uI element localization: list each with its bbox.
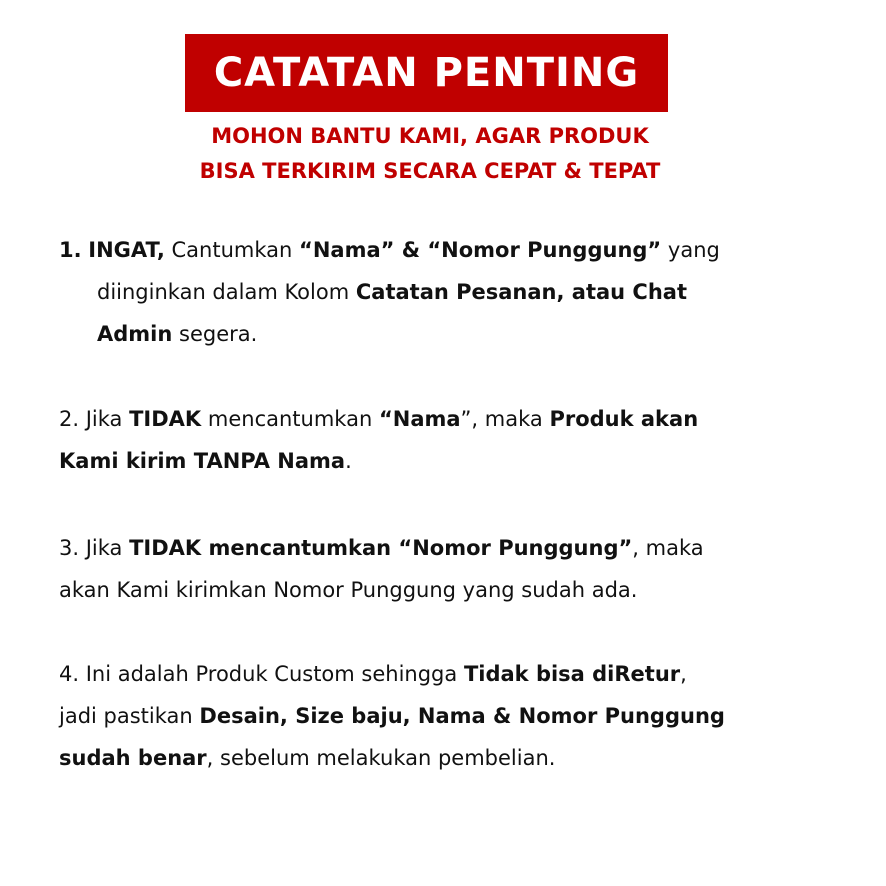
emphasis-text: TIDAK bbox=[129, 407, 202, 431]
emphasis-text: INGAT, bbox=[88, 238, 165, 262]
note-item-2-line-1 bbox=[59, 398, 698, 440]
note-item-4-line-2 bbox=[59, 695, 725, 737]
note-item-3 bbox=[59, 527, 704, 611]
note-item-2 bbox=[59, 398, 698, 482]
subtitle-line-2: BISA TERKIRIM SECARA CEPAT & TEPAT bbox=[199, 159, 661, 183]
emphasis-text: Admin bbox=[97, 322, 173, 346]
body-text: , sebelum melakukan pembelian. bbox=[206, 746, 556, 770]
emphasis-text: TIDAK mencantumkan “Nomor Punggung” bbox=[129, 536, 633, 560]
body-text: . bbox=[345, 449, 352, 473]
body-text: Jika bbox=[79, 407, 130, 431]
body-text: , maka bbox=[632, 536, 704, 560]
item-number: 2. bbox=[59, 407, 80, 431]
emphasis-text: sudah benar bbox=[59, 746, 207, 770]
emphasis-text: “Nama bbox=[378, 407, 461, 431]
body-text: akan Kami kirimkan Nomor Punggung yang sudah ada. bbox=[59, 578, 638, 602]
body-text: Cantumkan bbox=[164, 238, 300, 262]
subtitle-line-1: MOHON BANTU KAMI, AGAR PRODUK bbox=[211, 124, 649, 148]
emphasis-text: Produk akan bbox=[549, 407, 699, 431]
note-item-2-line-2 bbox=[59, 440, 698, 482]
note-item-1-line-1 bbox=[59, 229, 720, 271]
body-text: ”, maka bbox=[460, 407, 550, 431]
emphasis-text: Kami kirim TANPA Nama bbox=[59, 449, 346, 473]
item-number: 4. bbox=[59, 662, 80, 686]
note-item-4-line-1 bbox=[59, 653, 725, 695]
note-item-1-line-2 bbox=[59, 271, 720, 313]
note-item-3-line-2 bbox=[59, 569, 704, 611]
note-item-1-line-3 bbox=[59, 313, 720, 355]
item-number: 3. bbox=[59, 536, 80, 560]
page-title: CATATAN PENTING bbox=[213, 50, 640, 96]
body-text: jadi pastikan bbox=[59, 704, 200, 728]
item-number: 1. bbox=[59, 238, 82, 262]
body-text: yang bbox=[661, 238, 720, 262]
body-text: segera. bbox=[172, 322, 258, 346]
body-text: mencantumkan bbox=[201, 407, 379, 431]
body-text: , bbox=[680, 662, 687, 686]
body-text: Ini adalah Produk Custom sehingga bbox=[79, 662, 464, 686]
emphasis-text: Desain, Size baju, Nama & Nomor Punggung bbox=[199, 704, 725, 728]
body-text: Jika bbox=[79, 536, 130, 560]
body-text: diinginkan dalam Kolom bbox=[97, 280, 356, 304]
note-item-1 bbox=[59, 229, 720, 355]
note-item-4-line-3 bbox=[59, 737, 725, 779]
note-item-4 bbox=[59, 653, 725, 779]
page-title-banner bbox=[185, 34, 668, 112]
note-item-3-line-1 bbox=[59, 527, 704, 569]
subtitle bbox=[180, 119, 680, 189]
emphasis-text: “Nama” & “Nomor Punggung” bbox=[299, 238, 662, 262]
emphasis-text: Catatan Pesanan, atau Chat bbox=[355, 280, 687, 304]
emphasis-text: Tidak bisa diRetur bbox=[463, 662, 681, 686]
